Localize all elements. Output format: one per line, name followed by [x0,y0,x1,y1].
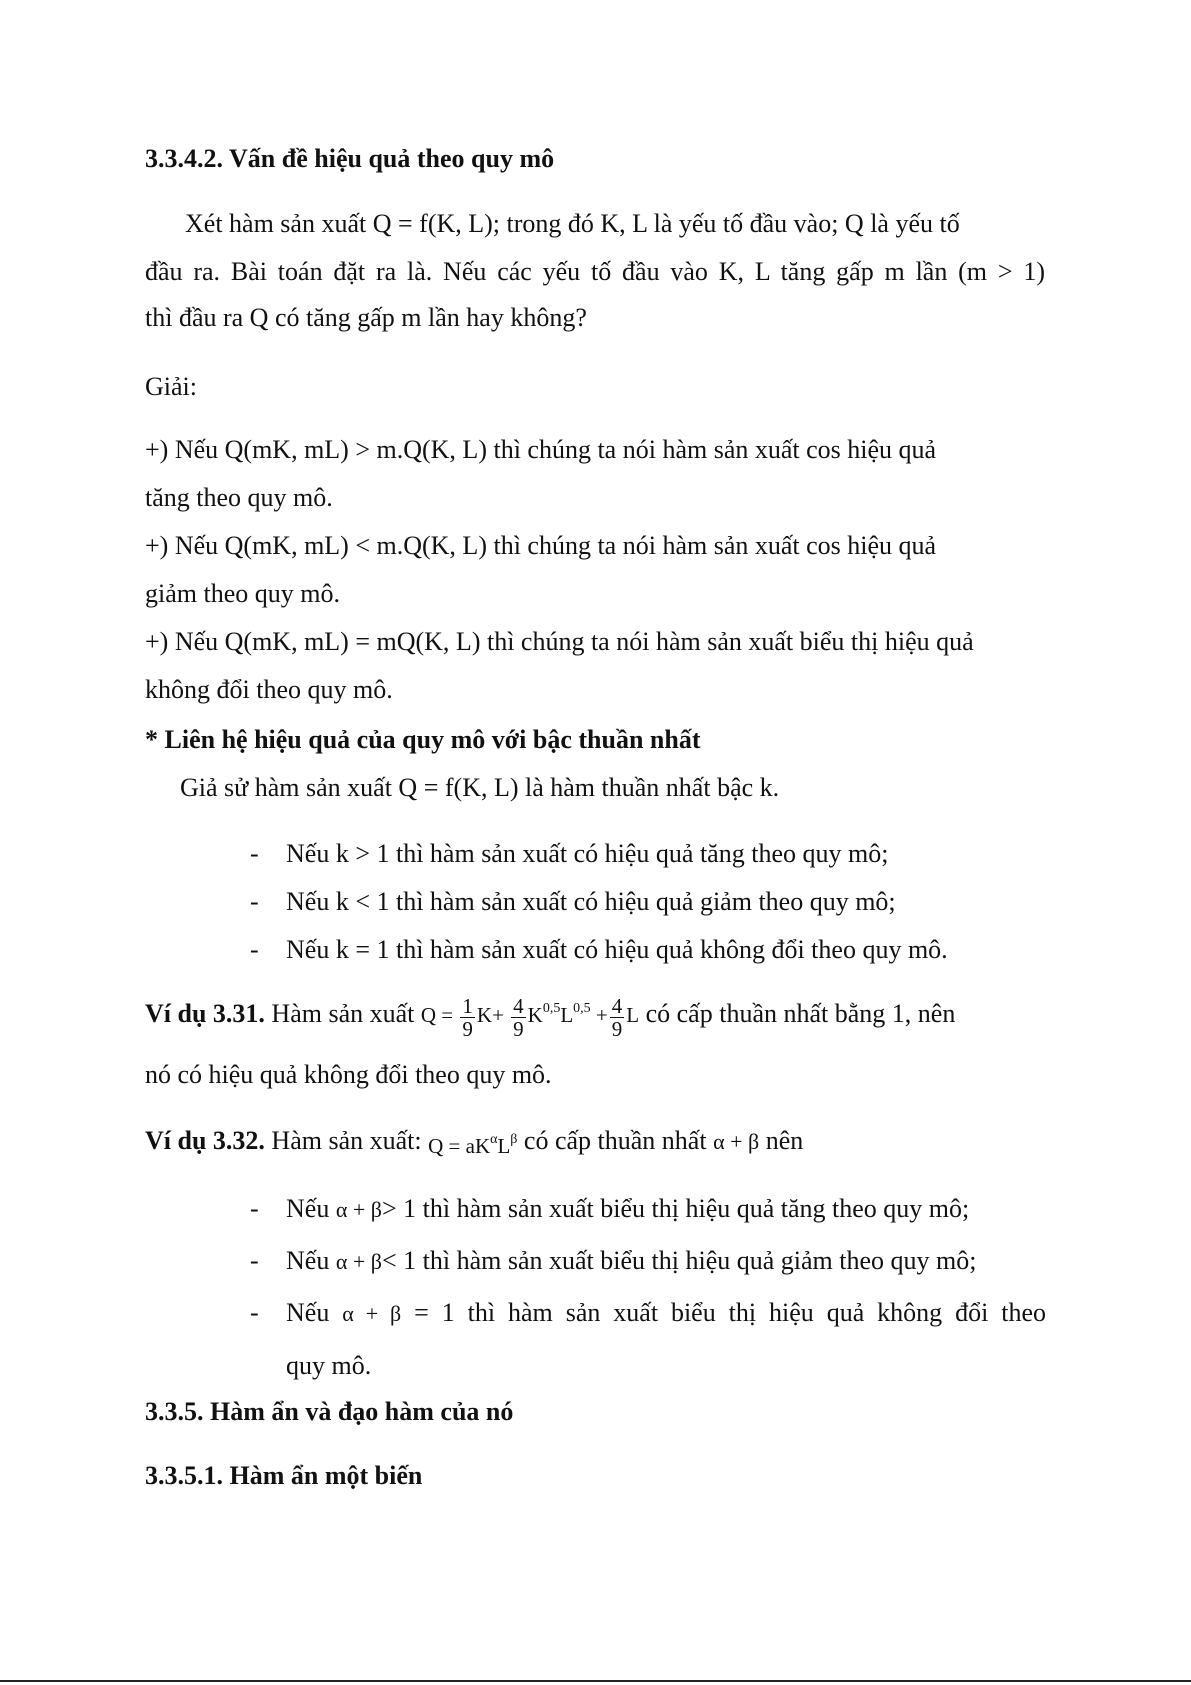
formula-l: L [497,1134,511,1158]
fraction-numerator: 1 [462,993,473,1018]
formula-q: Q = [420,1003,454,1027]
case2-line-2: giảm theo quy mô. [145,579,340,608]
section-heading-3-3-4-2: 3.3.4.2. Vấn đề hiệu quả theo quy mô [145,144,555,173]
intro-line-2: đầu ra. Bài toán đặt ra là. Nếu các yếu tố đầu vào K, L tăng gấp m lần (m > 1) [145,257,1045,286]
item-rest: = 1 thì hàm sản xuất biểu thị hiệu quả không đổi theo [414,1298,1046,1327]
formula-q: Q = aK [428,1134,491,1158]
section-heading-3-3-5-1: 3.3.5.1. Hàm ẩn một biến [145,1461,423,1490]
section-heading-3-3-5: 3.3.5. Hàm ẩn và đạo hàm của nó [145,1397,514,1426]
list-dash: - [250,887,259,916]
fraction-4-9 [610,995,625,1040]
example-3-31-label: Ví dụ 3.31. [145,998,265,1028]
formula-exponent: 0,5 [573,1001,591,1016]
relation-item-1: Nếu k > 1 thì hàm sản xuất có hiệu quả tăng theo quy mô; [286,839,889,868]
formula-alpha-exponent: α [490,1132,498,1147]
relation-item-3: Nếu k = 1 thì hàm sản xuất có hiệu quả không đổi theo quy mô. [286,935,948,964]
example-3-32-item-2 [286,1244,1046,1279]
list-dash: - [250,1194,259,1223]
fraction-denominator: 9 [611,1016,623,1041]
fraction-4-9 [511,995,526,1040]
item-prefix: Nếu [286,1194,330,1223]
page-bottom-rule [0,1680,1191,1682]
item-expression: α + β [335,1197,382,1222]
case1-line-1: +) Nếu Q(mK, mL) > m.Q(K, L) thì chúng ta nói hàm sản xuất cos hiệu quả [145,435,937,464]
example-3-32-text-before: Hàm sản xuất: [271,1125,422,1155]
example-3-32-line-1 [145,1123,1045,1163]
item-expression: α + β [342,1301,402,1326]
fraction-numerator: 4 [611,993,623,1018]
example-3-31-formula [421,992,639,1040]
list-dash: - [250,1246,259,1275]
solution-label: Giải: [145,372,197,401]
example-3-32-text-mid: có cấp thuần nhất [523,1125,707,1155]
case3-line-1: +) Nếu Q(mK, mL) = mQ(K, L) thì chúng ta nói hàm sản xuất biểu thị hiệu quả [145,627,974,656]
example-3-31-line-2: nó có hiệu quả không đổi theo quy mô. [145,1060,552,1089]
example-3-32-label: Ví dụ 3.32. [145,1125,265,1155]
example-3-31-text-after: có cấp thuần nhất bằng 1, nên [645,998,956,1028]
item-expression: α + β [335,1249,382,1274]
example-3-32-text-after: nên [765,1125,804,1155]
relation-item-2: Nếu k < 1 thì hàm sản xuất có hiệu quả giảm theo quy mô; [286,887,896,916]
case1-line-2: tăng theo quy mô. [145,483,333,512]
list-dash: - [250,935,259,964]
example-3-31-line-1 [145,992,1050,1040]
fraction-denominator: 9 [513,1016,524,1041]
list-dash: - [250,1298,259,1327]
list-dash: - [250,839,259,868]
item-prefix: Nếu [286,1298,330,1327]
relation-heading: * Liên hệ hiệu quả của quy mô với bậc thuần nhất [145,725,701,754]
example-3-32-formula [428,1123,517,1163]
example-3-31-text-before: Hàm sản xuất [271,998,415,1028]
case2-line-1: +) Nếu Q(mK, mL) < m.Q(K, L) thì chúng ta nói hàm sản xuất cos hiệu quả [145,531,937,560]
example-3-32-item-3 [286,1296,1046,1331]
example-3-32-item-3-line-2: quy mô. [286,1351,372,1380]
alpha-plus-beta: α + β [713,1128,760,1154]
formula-exponent: 0,5 [542,1001,561,1016]
case3-line-2: không đổi theo quy mô. [145,675,393,704]
formula-beta-exponent: β [510,1132,518,1147]
fraction-1-9 [460,995,475,1040]
item-rest: < 1 thì hàm sản xuất biểu thị hiệu quả giảm theo quy mô; [381,1246,977,1275]
fraction-numerator: 4 [513,993,524,1018]
formula-l2: L [560,1003,574,1027]
formula-plus: + [595,1003,608,1027]
fraction-denominator: 9 [462,1016,473,1041]
example-3-32-item-1 [286,1192,1046,1227]
intro-line-1: Xét hàm sản xuất Q = f(K, L); trong đó K, L là yếu tố đầu vào; Q là yếu tố [185,209,960,238]
formula-k2: K [527,1003,543,1027]
relation-assumption: Giả sử hàm sản xuất Q = f(K, L) là hàm thuần nhất bậc k. [180,773,780,802]
formula-k: K+ [476,1003,504,1027]
item-rest: > 1 thì hàm sản xuất biểu thị hiệu quả tăng theo quy mô; [381,1194,970,1223]
formula-l3: L [626,1003,640,1027]
intro-line-3: thì đầu ra Q có tăng gấp m lần hay không? [145,303,587,332]
item-prefix: Nếu [286,1246,330,1275]
